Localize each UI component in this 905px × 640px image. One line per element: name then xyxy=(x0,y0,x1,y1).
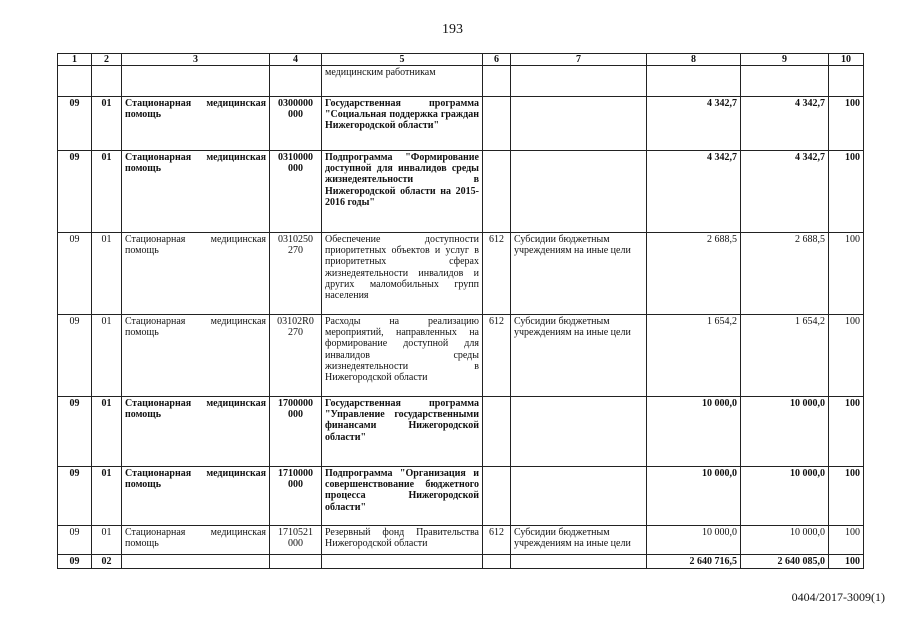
description-cell: Государственная программа "Социальная поддержка граждан Нижегородской области" xyxy=(322,97,483,151)
expense-name-cell xyxy=(511,151,647,233)
description-cell: Расходы на реализацию мероприятий, направленных на формирование доступной для инвалидов среды жизнедеятельности в Нижегородской области xyxy=(322,315,483,397)
section-cell: 09 xyxy=(58,526,92,555)
section-name-cell: Стационарная медицинская помощь xyxy=(122,233,270,315)
section-cell: 09 xyxy=(58,97,92,151)
target-code-cell xyxy=(270,66,322,97)
section-name-cell: Стационарная медицинская помощь xyxy=(122,151,270,233)
expense-name-cell xyxy=(511,97,647,151)
percent-cell: 100 xyxy=(829,233,864,315)
percent-cell: 100 xyxy=(829,97,864,151)
table-row xyxy=(58,315,864,397)
description-cell: Обеспечение доступности приоритетных объектов и услуг в приоритетных сферах жизнедеятельности инвалидов и других маломобильных групп населения xyxy=(322,233,483,315)
target-code-cell: 1710521 000 xyxy=(270,526,322,555)
table-row xyxy=(58,66,864,97)
description-cell: Подпрограмма "Организация и совершенствование бюджетного процесса Нижегородской области" xyxy=(322,467,483,526)
column-header: 1 xyxy=(58,54,92,66)
table-row xyxy=(58,97,864,151)
target-code-cell: 03102R0 270 xyxy=(270,315,322,397)
subsection-cell: 02 xyxy=(92,555,122,569)
section-cell: 09 xyxy=(58,397,92,467)
expense-type-cell xyxy=(483,467,511,526)
table-row xyxy=(58,151,864,233)
section-cell: 09 xyxy=(58,467,92,526)
percent-cell: 100 xyxy=(829,315,864,397)
section-name-cell: Стационарная медицинская помощь xyxy=(122,397,270,467)
description-cell: Резервный фонд Правительства Нижегородской области xyxy=(322,526,483,555)
description-cell: Подпрограмма "Формирование доступной для инвалидов среды жизнедеятельности в Нижегородской области на 2015-2016 годы" xyxy=(322,151,483,233)
percent-cell: 100 xyxy=(829,467,864,526)
plan-amount-cell xyxy=(647,66,741,97)
section-name-cell xyxy=(122,555,270,569)
subsection-cell xyxy=(92,66,122,97)
target-code-cell: 1710000 000 xyxy=(270,467,322,526)
section-name-cell: Стационарная медицинская помощь xyxy=(122,467,270,526)
section-name-cell: Стационарная медицинская помощь xyxy=(122,526,270,555)
percent-cell: 100 xyxy=(829,526,864,555)
section-name-cell: Стационарная медицинская помощь xyxy=(122,97,270,151)
column-header: 5 xyxy=(322,54,483,66)
expense-name-cell xyxy=(511,555,647,569)
section-cell: 09 xyxy=(58,315,92,397)
target-code-cell: 0310000 000 xyxy=(270,151,322,233)
subsection-cell: 01 xyxy=(92,151,122,233)
description-cell xyxy=(322,555,483,569)
expense-type-cell: 612 xyxy=(483,526,511,555)
actual-amount-cell xyxy=(741,66,829,97)
expense-name-cell xyxy=(511,66,647,97)
expense-name-cell: Субсидии бюджетным учреждениям на иные цели xyxy=(511,526,647,555)
expense-type-cell xyxy=(483,397,511,467)
plan-amount-cell: 10 000,0 xyxy=(647,467,741,526)
subsection-cell: 01 xyxy=(92,315,122,397)
percent-cell: 100 xyxy=(829,397,864,467)
actual-amount-cell: 4 342,7 xyxy=(741,151,829,233)
plan-amount-cell: 2 640 716,5 xyxy=(647,555,741,569)
target-code-cell: 0300000 000 xyxy=(270,97,322,151)
table-row xyxy=(58,467,864,526)
column-header: 7 xyxy=(511,54,647,66)
page-number: 193 xyxy=(442,22,463,37)
target-code-cell: 0310250 270 xyxy=(270,233,322,315)
table-row xyxy=(58,526,864,555)
plan-amount-cell: 4 342,7 xyxy=(647,151,741,233)
section-cell: 09 xyxy=(58,151,92,233)
column-header: 4 xyxy=(270,54,322,66)
plan-amount-cell: 10 000,0 xyxy=(647,397,741,467)
table-row xyxy=(58,233,864,315)
column-header: 6 xyxy=(483,54,511,66)
column-number-header xyxy=(58,54,864,66)
table-row xyxy=(58,397,864,467)
table-row xyxy=(58,555,864,569)
percent-cell xyxy=(829,66,864,97)
section-cell: 09 xyxy=(58,233,92,315)
description-cell: медицинским работникам xyxy=(322,66,483,97)
expense-type-cell: 612 xyxy=(483,233,511,315)
subsection-cell: 01 xyxy=(92,397,122,467)
subsection-cell: 01 xyxy=(92,467,122,526)
section-cell xyxy=(58,66,92,97)
section-cell: 09 xyxy=(58,555,92,569)
expense-type-cell xyxy=(483,555,511,569)
actual-amount-cell: 10 000,0 xyxy=(741,526,829,555)
expense-type-cell xyxy=(483,97,511,151)
column-header: 2 xyxy=(92,54,122,66)
expense-name-cell: Субсидии бюджетным учреждениям на иные цели xyxy=(511,315,647,397)
target-code-cell: 1700000 000 xyxy=(270,397,322,467)
percent-cell: 100 xyxy=(829,555,864,569)
percent-cell: 100 xyxy=(829,151,864,233)
target-code-cell xyxy=(270,555,322,569)
column-header: 8 xyxy=(647,54,741,66)
plan-amount-cell: 1 654,2 xyxy=(647,315,741,397)
section-name-cell xyxy=(122,66,270,97)
actual-amount-cell: 2 640 085,0 xyxy=(741,555,829,569)
budget-table xyxy=(57,53,864,569)
plan-amount-cell: 2 688,5 xyxy=(647,233,741,315)
description-cell: Государственная программа "Управление государственными финансами Нижегородской области" xyxy=(322,397,483,467)
section-name-cell: Стационарная медицинская помощь xyxy=(122,315,270,397)
actual-amount-cell: 10 000,0 xyxy=(741,397,829,467)
expense-name-cell xyxy=(511,397,647,467)
expense-type-cell xyxy=(483,151,511,233)
plan-amount-cell: 4 342,7 xyxy=(647,97,741,151)
column-header: 3 xyxy=(122,54,270,66)
actual-amount-cell: 4 342,7 xyxy=(741,97,829,151)
actual-amount-cell: 10 000,0 xyxy=(741,467,829,526)
actual-amount-cell: 1 654,2 xyxy=(741,315,829,397)
column-header: 10 xyxy=(829,54,864,66)
expense-type-cell: 612 xyxy=(483,315,511,397)
subsection-cell: 01 xyxy=(92,233,122,315)
document-code: 0404/2017-3009(1) xyxy=(791,590,885,604)
table-body xyxy=(58,66,864,569)
expense-name-cell xyxy=(511,467,647,526)
expense-name-cell: Субсидии бюджетным учреждениям на иные цели xyxy=(511,233,647,315)
subsection-cell: 01 xyxy=(92,526,122,555)
expense-type-cell xyxy=(483,66,511,97)
column-header: 9 xyxy=(741,54,829,66)
actual-amount-cell: 2 688,5 xyxy=(741,233,829,315)
plan-amount-cell: 10 000,0 xyxy=(647,526,741,555)
subsection-cell: 01 xyxy=(92,97,122,151)
